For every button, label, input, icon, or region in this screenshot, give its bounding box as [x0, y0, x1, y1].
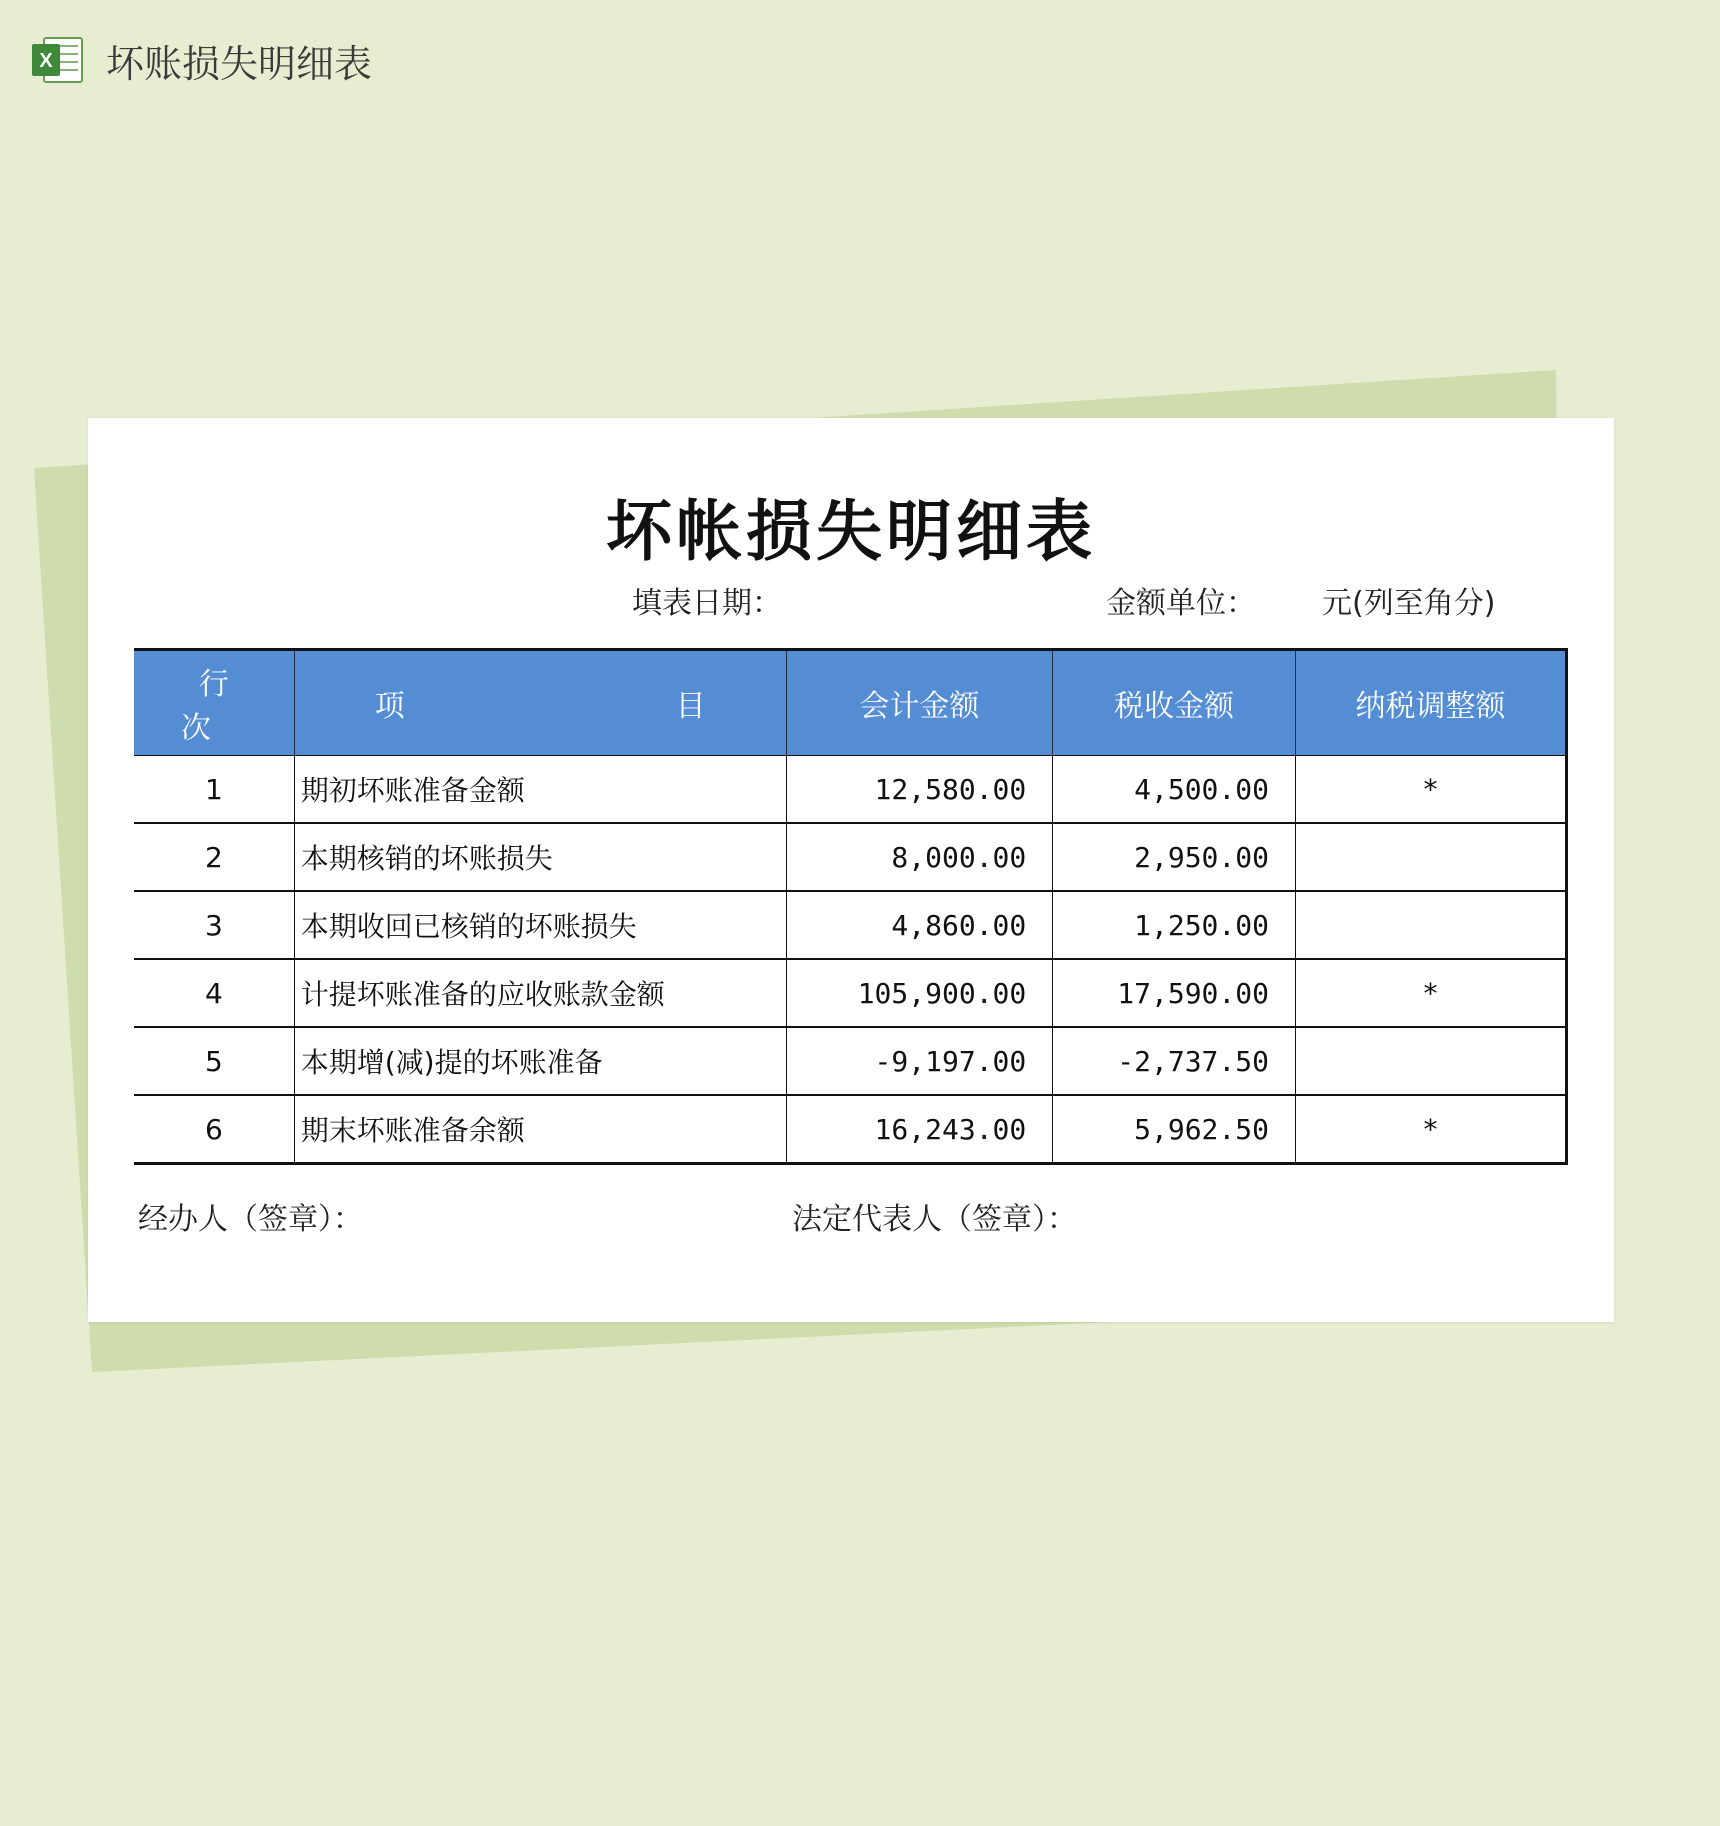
row-accounting-amount: -9,197.00	[786, 1027, 1053, 1095]
row-tax-amount: 1,250.00	[1053, 891, 1296, 959]
row-no: 5	[134, 1027, 294, 1095]
header-row-no: 行次	[134, 650, 294, 756]
row-no: 2	[134, 823, 294, 891]
row-item: 本期收回已核销的坏账损失	[294, 891, 786, 959]
row-tax-adjustment	[1295, 1027, 1566, 1095]
header-accounting-amount: 会计金额	[786, 650, 1053, 756]
table-row	[134, 823, 1567, 891]
row-accounting-amount: 12,580.00	[786, 756, 1053, 824]
app-title: 坏账损失明细表	[106, 41, 373, 86]
header-tax-adjustment: 纳税调整额	[1295, 650, 1566, 756]
row-tax-amount: 17,590.00	[1053, 959, 1296, 1027]
row-tax-adjustment	[1295, 823, 1566, 891]
legal-rep-signature-label: 法定代表人（签章）：	[792, 1202, 1077, 1237]
row-no: 3	[134, 891, 294, 959]
row-tax-amount: -2,737.50	[1053, 1027, 1296, 1095]
header-item	[294, 650, 786, 756]
row-tax-adjustment: *	[1295, 756, 1566, 824]
table-row	[134, 959, 1567, 1027]
table-header-row	[134, 650, 1567, 756]
header-item-right: 目	[675, 689, 706, 724]
row-tax-adjustment: *	[1295, 959, 1566, 1027]
row-tax-amount: 2,950.00	[1053, 823, 1296, 891]
row-accounting-amount: 8,000.00	[786, 823, 1053, 891]
header-tax-amount: 税收金额	[1053, 650, 1296, 756]
row-tax-adjustment	[1295, 891, 1566, 959]
row-item: 期初坏账准备金额	[294, 756, 786, 824]
bad-debt-table	[134, 648, 1568, 1165]
row-item: 计提坏账准备的应收账款金额	[294, 959, 786, 1027]
row-item: 期末坏账准备余额	[294, 1095, 786, 1164]
handler-signature-label: 经办人（签章）：	[138, 1202, 363, 1237]
table-row	[134, 891, 1567, 959]
table-row	[134, 1095, 1567, 1164]
document-title: 坏帐损失明细表	[606, 492, 1096, 570]
row-accounting-amount: 16,243.00	[786, 1095, 1053, 1164]
row-item: 本期增(减)提的坏账准备	[294, 1027, 786, 1095]
svg-text:X: X	[39, 50, 53, 72]
amount-unit-label: 金额单位：	[1106, 586, 1256, 621]
excel-icon	[30, 32, 86, 88]
row-tax-adjustment: *	[1295, 1095, 1566, 1164]
row-no: 6	[134, 1095, 294, 1164]
row-tax-amount: 5,962.50	[1053, 1095, 1296, 1164]
row-item: 本期核销的坏账损失	[294, 823, 786, 891]
row-accounting-amount: 105,900.00	[786, 959, 1053, 1027]
header-item-left: 项	[374, 689, 405, 724]
row-accounting-amount: 4,860.00	[786, 891, 1053, 959]
document-sheet	[88, 418, 1614, 1322]
row-tax-amount: 4,500.00	[1053, 756, 1296, 824]
amount-unit-value: 元(列至角分)	[1322, 586, 1496, 621]
table-row	[134, 756, 1567, 824]
row-no: 4	[134, 959, 294, 1027]
app-header	[30, 30, 372, 90]
fill-date-label: 填表日期：	[632, 586, 782, 621]
row-no: 1	[134, 756, 294, 824]
table-row	[134, 1027, 1567, 1095]
